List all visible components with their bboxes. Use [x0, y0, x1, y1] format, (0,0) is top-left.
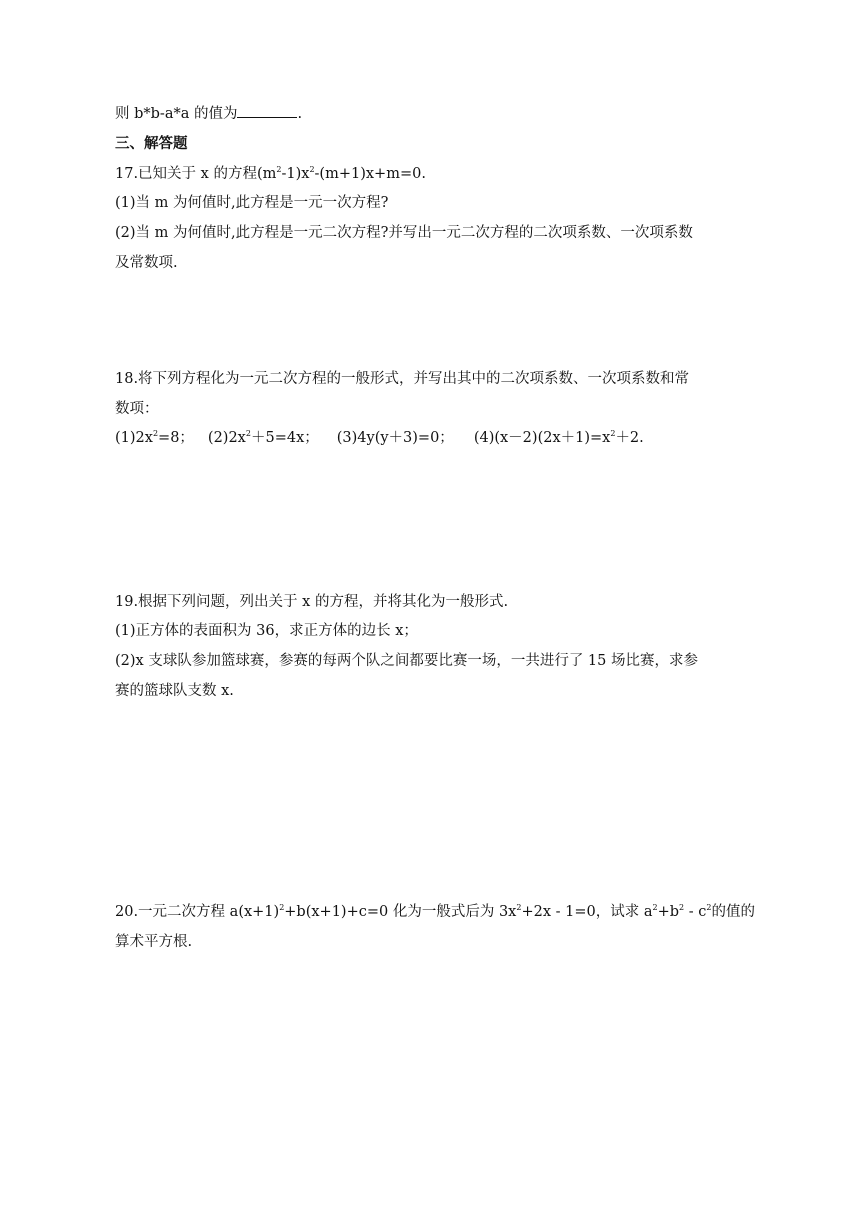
eq-part: (1)2x: [115, 430, 153, 446]
eq-part: ＋5=4x；: [250, 430, 319, 446]
q17-part2-line1: (2)当 m 为何值时,此方程是一元二次方程?并写出一元二次方程的二次项系数、一次项系数: [115, 225, 693, 241]
q17-stem-part: -(m+1)x+m=0.: [314, 166, 426, 182]
q19-part1: (1)正方体的表面积为 36，求正方体的边长 x；: [115, 623, 418, 639]
fill-in-text: 则 b*b-a*a 的值为: [115, 106, 238, 122]
q20-part: 20.一元二次方程 a(x+1): [115, 904, 280, 920]
q19-part2-line1: (2)x 支球队参加篮球赛，参赛的每两个队之间都要比赛一场，一共进行了 15 场比赛，求参: [115, 653, 698, 669]
q20-part: 的值的: [711, 904, 755, 920]
superscript: 2: [679, 903, 685, 912]
q17-stem-part: 17.已知关于 x 的方程(m: [115, 166, 277, 182]
superscript: 2: [706, 903, 712, 912]
superscript: 2: [152, 429, 159, 438]
q17-part2-line2: 及常数项.: [115, 255, 178, 271]
answer-blank: [237, 105, 297, 118]
q20-line1: [115, 902, 755, 922]
q20-part: - c: [684, 904, 707, 920]
eq-part: (2)2x: [207, 430, 246, 446]
fill-in-line: [115, 104, 302, 124]
q18-stem-line1: 18.将下列方程化为一元二次方程的一般形式，并写出其中的二次项系数、一次项系数和常: [115, 371, 690, 387]
q20-part: +b: [657, 904, 680, 920]
superscript: 2: [516, 903, 522, 912]
q20-part: +b(x+1)+c=0 化为一般式后为 3x: [284, 904, 517, 920]
q17-stem-part: -1)x: [281, 166, 310, 182]
q19-part2-line2: 赛的篮球队支数 x.: [115, 683, 234, 699]
superscript: 2: [276, 165, 282, 174]
eq-part: =8；: [158, 430, 194, 446]
superscript: 2: [279, 903, 285, 912]
q18-eq3: (3)4y(y＋3)=0；: [336, 430, 454, 446]
q17-stem: [115, 164, 426, 184]
q18-eq4: [474, 430, 644, 446]
q18-eq1: [115, 430, 194, 446]
q18-equations: [115, 428, 644, 448]
eq-part: ＋2.: [615, 430, 644, 446]
superscript: 2: [652, 903, 658, 912]
superscript: 2: [309, 165, 315, 174]
section-heading: 三、解答题: [115, 135, 188, 152]
q18-eq2: [208, 430, 319, 446]
q20-part: +2x - 1=0，试求 a: [521, 904, 653, 920]
superscript: 2: [245, 429, 251, 438]
q20-line2: 算术平方根.: [115, 934, 193, 950]
q19-stem: 19.根据下列问题，列出关于 x 的方程，并将其化为一般形式.: [115, 594, 509, 610]
q18-stem-line2: 数项：: [115, 401, 159, 417]
eq-part: (4)(x－2)(2x＋1)=x: [473, 430, 611, 446]
fill-in-suffix: .: [297, 106, 303, 122]
q17-part1: (1)当 m 为何值时,此方程是一元一次方程?: [115, 195, 389, 211]
superscript: 2: [610, 429, 616, 438]
